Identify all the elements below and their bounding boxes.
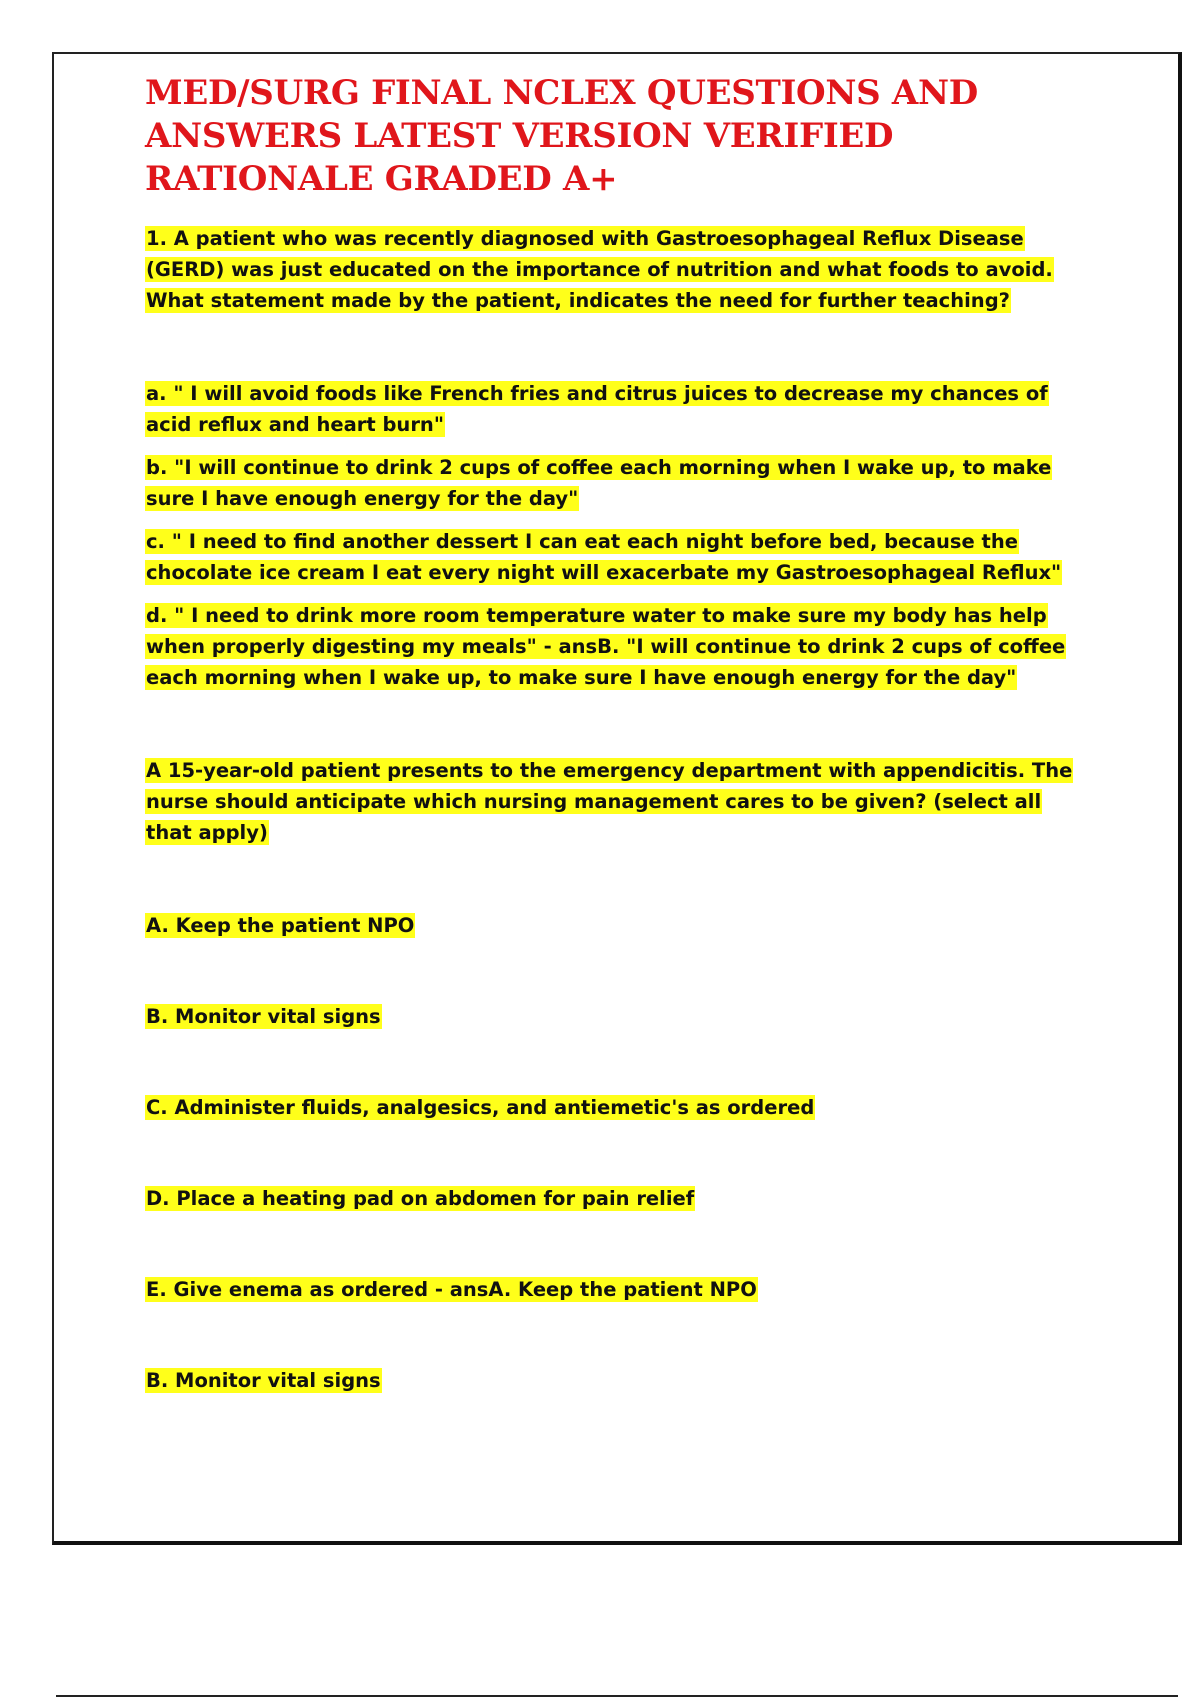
spacer — [145, 1305, 1075, 1365]
question-2-option-d — [145, 1183, 1075, 1214]
spacer — [145, 1214, 1075, 1274]
spacer — [145, 440, 1075, 452]
spacer — [145, 1032, 1075, 1092]
question-2-option-c-text: C. Administer fluids, analgesics, and antiemetic's as ordered — [146, 1096, 815, 1119]
spacer — [145, 514, 1075, 526]
question-2-option-e-answer — [145, 1274, 1075, 1305]
question-2-option-e-answer-text: E. Give enema as ordered - ansA. Keep the patient NPO — [146, 1278, 757, 1301]
spacer — [145, 941, 1075, 1001]
question-2-option-b-text: B. Monitor vital signs — [146, 1005, 381, 1028]
question-2-stem-text: A 15-year-old patient presents to the emergency department with appendicitis. The nurse should anticipate which nursing management cares to be given? (select all that apply) — [146, 759, 1073, 844]
question-1-option-c-text: c. " I need to find another dessert I can eat each night before bed, because the chocolate ice cream I eat every night will exacerbate my Gastroesophageal Reflux" — [146, 530, 1062, 584]
question-2-option-c — [145, 1092, 1075, 1123]
question-1-stem-text: 1. A patient who was recently diagnosed with Gastroesophageal Reflux Disease (GERD) was just educated on the importance of nutrition and what foods to avoid. What statement made by the patient, indicates the need for further teaching? — [146, 227, 1053, 312]
question-2-option-a-text: A. Keep the patient NPO — [146, 914, 415, 937]
question-1-option-b-text: b. "I will continue to drink 2 cups of coffee each morning when I wake up, to make sure I have enough energy for the day" — [146, 456, 1052, 510]
question-1-option-b — [145, 452, 1075, 514]
document-title: MED/SURG FINAL NCLEX QUESTIONS AND ANSWERS LATEST VERSION VERIFIED RATIONALE GRADED A+ — [145, 73, 978, 199]
question-2-option-a — [145, 910, 1075, 941]
question-2-stem — [145, 755, 1075, 848]
question-2-answer-continued-text: B. Monitor vital signs — [146, 1369, 381, 1392]
next-page-top-border — [56, 1695, 1178, 1697]
question-2-answer-continued — [145, 1365, 1075, 1396]
spacer — [145, 1123, 1075, 1183]
question-1-option-c — [145, 526, 1075, 588]
document-content — [145, 72, 1075, 1396]
question-1-option-d-answer — [145, 600, 1075, 693]
question-2-option-d-text: D. Place a heating pad on abdomen for pain relief — [146, 1187, 695, 1210]
spacer — [145, 693, 1075, 755]
spacer — [145, 848, 1075, 910]
spacer — [145, 316, 1075, 378]
spacer — [145, 588, 1075, 600]
question-1-option-a — [145, 378, 1075, 440]
question-2-option-b — [145, 1001, 1075, 1032]
question-1-option-d-answer-text: d. " I need to drink more room temperature water to make sure my body has help when properly digesting my meals" - ansB. "I will continue to drink 2 cups of coffee each morning when I wake up, to make sure I have enough energy for the day" — [146, 604, 1066, 689]
question-1-stem — [145, 223, 1075, 316]
question-1-option-a-text: a. " I will avoid foods like French fries and citrus juices to decrease my chances of acid reflux and heart burn" — [146, 382, 1048, 436]
